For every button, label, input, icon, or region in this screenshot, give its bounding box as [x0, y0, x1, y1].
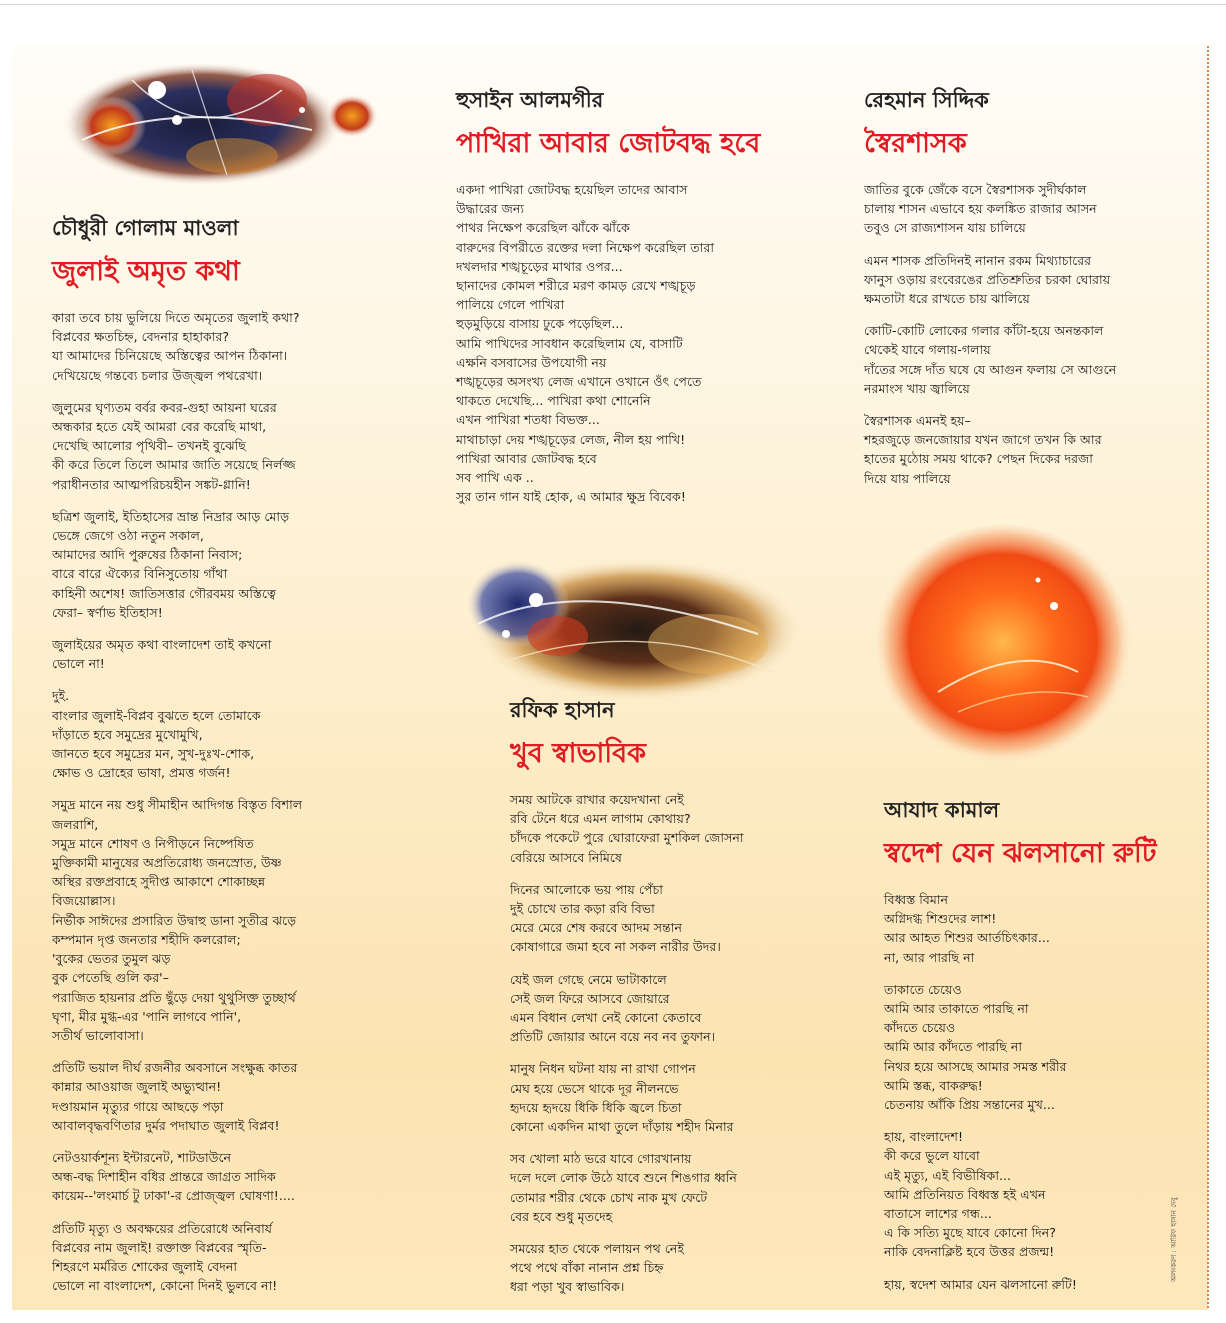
poem-line: ক্ষোভ ও দ্রোহের ভাষা, প্রমত্ত গর্জন!: [52, 765, 231, 781]
poem-stanza: [52, 308, 372, 385]
poem-line: কোটি-কোটি লোকের গলার কাঁটা-হয়ে অনন্তকাল: [864, 323, 1104, 339]
poem-line: কোনো একদিন মাথা তুলে দাঁড়ায় শহীদ মিনার: [510, 1119, 734, 1135]
poem-line: ফেরা– স্বর্ণাভ ইতিহাস!: [52, 604, 163, 620]
poem-stanza: [510, 790, 810, 867]
poem-line: যা আমাদের চিনিয়েছে অস্তিত্বের আপন ঠিকানা।: [52, 348, 288, 364]
poem-line: জানতে হবে সমুদ্রের মন, সুখ-দুঃখ-শোক,: [52, 746, 255, 762]
poem-title: জুলাই অমৃত কথা: [52, 256, 240, 287]
poem-line: কোষাগারে জমা হবে না সকল নারীর উদর।: [510, 939, 721, 955]
poem-stanza: [52, 398, 372, 494]
poem-stanza: [510, 970, 810, 1047]
illustration-credit: অলংকরণ : আরিফ হাসান দেবু: [1170, 1197, 1178, 1282]
poem-line: প্রতিটি জোয়ার আনে বয়ে নব নব তুফান।: [510, 1029, 716, 1045]
poem-stanza: [52, 795, 372, 1045]
poem-line: নরমাংস খায় জ্বালিয়ে: [864, 380, 970, 396]
poem-line: সমুদ্র মানে শোষণ ও নিপীড়নে নিষ্পেষিত: [52, 835, 254, 851]
poem-line: বিধ্বস্ত বিমান: [884, 892, 949, 907]
poem-line: দলে দলে লোক উঠে যাবে শুনে শিঙগার ধ্বনি: [510, 1170, 737, 1186]
poem-line: জুলাইয়ের অমৃত কথা বাংলাদেশ তাই কখনো: [52, 637, 272, 653]
poem-line: না, আর পারছি না: [884, 949, 975, 965]
poem-line: থাকতে দেখেছি... পাখিরা কথা শোনেনি: [456, 393, 651, 409]
poem-line: মেঘ হয়ে ভেসে থাকে দূর নীলনভে: [510, 1080, 679, 1096]
poem-line: দাঁড়াতে হবে সমুদ্রের মুখোমুখি,: [52, 726, 203, 742]
poem-line: চাঁদকে পকেটে পুরে ঘোরাফেরা মুশকিল জোসনা: [510, 830, 744, 846]
poem-line: এ কি সত্যি মুছে যাবে কোনো দিন?: [884, 1225, 1056, 1241]
poem-line: হুড়মুড়িয়ে বাসায় ঢুকে পড়েছিল...: [456, 316, 624, 332]
poem-line: এই মৃত্যু, এই বিভীষিকা...: [884, 1167, 1011, 1183]
poem-line: ভেঙ্গে জেগে ওঠা নতুন সকাল,: [52, 528, 204, 544]
poem-stanza: [884, 1127, 1184, 1261]
poem-line: দেখিয়েছে গন্তব্যে চলার উজ্জ্বল পথরেখা।: [52, 367, 263, 383]
poem-line: আমি প্রতিনিয়ত বিধ্বস্ত হই এখন: [884, 1186, 1046, 1202]
poem-line: সব খোলা মাঠ ভরে যাবে গোরখানায়: [510, 1151, 692, 1167]
poem-line: অগ্নিদগ্ধ শিশুদের লাশ!: [884, 911, 997, 927]
orange-sun-art: [868, 522, 1138, 772]
poem-line: প্রতিটি ভয়াল দীর্ঘ রজনীর অবসানে সংক্ষুব্ধ কাতর: [52, 1060, 298, 1076]
poem-swairashasak: [864, 84, 1164, 501]
poem-line: বুক পেতেছি গুলি কর'–: [52, 970, 169, 986]
poem-line: কাঁদতে চেয়েও: [884, 1020, 956, 1036]
poem-body: [510, 790, 810, 1297]
abstract-art-top-left: [52, 60, 392, 190]
poem-line: হাতের মুঠোয় সময় থাকে? পেছন দিকের দরজা: [864, 451, 1093, 467]
poem-line: জাতির বুকে জেঁকে বসে স্বৈরশাসক সুদীর্ঘকাল: [864, 182, 1087, 197]
poem-line: হায়, বাংলাদেশ!: [884, 1129, 963, 1145]
poem-line: বারে বারে ঐক্যের বিনিসুতোয় গাঁথা: [52, 566, 228, 582]
poem-line: কী করে ভুলে যাবো: [884, 1148, 980, 1164]
poem-khub-swabhabik: [510, 694, 810, 1310]
poem-line: চেতনায় আঁকি প্রিয় সন্তানের মুখ...: [884, 1097, 1055, 1113]
literary-page: [12, 44, 1208, 1310]
poem-stanza: [456, 180, 776, 506]
poem-line: পথে পথে বাঁকা নানান প্রশ্ন চিহ্ন: [510, 1260, 664, 1276]
poem-line: নির্ভীক সাঈদের প্রসারিত উদ্বাহু ডানা সুতীব্র ঝড়ে: [52, 912, 297, 928]
poem-line: দিয়ে যায় পালিয়ে: [864, 470, 951, 486]
poem-julai-amrita-katha: [52, 212, 372, 1308]
poem-line: দণ্ডায়মান মৃত্যুর গায়ে আছড়ে পড়া: [52, 1098, 224, 1114]
poem-line: দুই চোখে তার কড়া রবি বিভা: [510, 901, 655, 917]
poem-line: 'বুকের ভেতর তুমুল ঝড়: [52, 951, 171, 967]
poem-line: সমুদ্র মানে নয় শুধু সীমাহীন আদিগন্ত বিস্তৃত বিশাল: [52, 797, 303, 813]
poem-line: শিহরণে মর্মরিত শোকের জুলাই বেদনা: [52, 1258, 238, 1274]
poem-stanza: [510, 1149, 810, 1226]
poem-body: [456, 180, 776, 506]
poem-line: রবি টেনে ধরে এমন লাগাম কোথায়?: [510, 811, 691, 827]
poem-line: প্রতিটি মৃত্যু ও অবক্ষয়ের প্রতিরোধে অনিবার্য: [52, 1220, 272, 1236]
poem-stanza: [510, 1239, 810, 1297]
poem-body: [52, 308, 372, 1295]
poem-line: এমন শাসক প্রতিদিনই নানান রকম মিথ্যাচারের: [864, 252, 1092, 268]
poem-line: আমাদের আদি পুরুষের ঠিকানা নিবাস;: [52, 547, 243, 563]
poem-stanza: [884, 890, 1184, 967]
poem-stanza: [864, 180, 1164, 238]
poem-stanza: [52, 507, 372, 622]
poem-line: সতীর্থ ভালোবাসা।: [52, 1027, 144, 1043]
poem-line: আমি পাখিদের সাবধান করেছিলাম যে, বাসাটি: [456, 335, 683, 351]
poem-line: বেরিয়ে আসবে নিমিষে: [510, 849, 622, 865]
poem-line: এখন পাখিরা শতধা বিভক্ত...: [456, 412, 600, 428]
poem-line: বারুদের বিপরীতে রক্তের দলা নিক্ষেপ করেছিল তারা: [456, 239, 714, 255]
poem-stanza: [864, 251, 1164, 309]
poem-title: খুব স্বাভাবিক: [510, 738, 647, 769]
poem-line: সময় আটকে রাখার কয়েদখানা নেই: [510, 792, 684, 807]
poem-line: দাঁতের সঙ্গে দাঁত ঘষে যে আগুন ফলায় সে আগুনে: [864, 361, 1117, 377]
poem-line: সেই জল ফিরে আসবে জোয়ারে: [510, 990, 670, 1006]
poem-line: দেখেছি আলোর পৃথিবী– তখনই বুঝেছি: [52, 438, 246, 454]
poem-body: [864, 180, 1164, 488]
poem-line: কারা তবে চায় ভুলিয়ে দিতে অমৃতের জুলাই কথা?: [52, 310, 300, 325]
poem-title: পাখিরা আবার জোটবদ্ধ হবে: [456, 128, 761, 159]
poem-line: যেই জল গেছে নেমে ভাটাকালে: [510, 971, 667, 987]
poem-line: ছানাদের কোমল শরীরে মরণ কামড় রেখে শঙ্খচূড়: [456, 278, 696, 294]
poem-line: নাকি বেদনাক্লিষ্ট হবে উত্তর প্রজন্ম!: [884, 1244, 1055, 1260]
poem-line: সব পাখি এক ..: [456, 470, 534, 486]
poem-line: মুক্তিকামী মানুষের অপ্রতিরোধ্য জনস্রোত, উষ্ণ: [52, 855, 282, 871]
poem-line: আমি আর কাঁদতে পারছি না: [884, 1039, 1023, 1055]
poem-line: কী করে তিলে তিলে আমার জাতি সয়েছে নির্লজ্জ: [52, 457, 296, 473]
poem-line: সময়ের হাত থেকে পলায়ন পথ নেই: [510, 1241, 684, 1257]
poem-line: ছত্রিশ জুলাই, ইতিহাসের ভ্রান্ত নিদ্রার আড় মোড়: [52, 508, 290, 524]
poem-line: বাংলার জুলাই-বিপ্লব বুঝতে হলে তোমাকে: [52, 707, 261, 723]
poem-line: মানুষ নিধন ঘটনা যায় না রাখা গোপন: [510, 1061, 696, 1077]
poem-stanza: [510, 1059, 810, 1136]
poem-line: ভোলে না!: [52, 656, 105, 672]
poem-author: চৌধুরী গোলাম মাওলা: [52, 216, 239, 240]
poem-line: নেটওয়ার্কশূন্য ইন্টারনেট, শাটডাউনে: [52, 1149, 232, 1165]
poem-line: চালায় শাসন এভাবে হয় কলঙ্কিত রাজার আসন: [864, 201, 1097, 217]
poem-author: রেহমান সিদ্দিক: [864, 88, 989, 112]
poem-line: জুলুমের ঘৃণ্যতম বর্বর কবর-গুহা আয়না ঘরের: [52, 399, 277, 415]
poem-line: একদা পাখিরা জোটবদ্ধ হয়েছিল তাদের আবাস: [456, 182, 688, 197]
poem-line: উদ্ধারের জন্য: [456, 201, 525, 217]
poem-title: স্বৈরশাসক: [864, 128, 967, 159]
poem-line: বিজয়োল্লাস।: [52, 893, 116, 909]
poem-stanza: [52, 635, 372, 673]
poem-line: পরাজিত হায়নার প্রতি ছুঁড়ে দেয়া থুথুসিক্ত তুচ্ছার্থ: [52, 989, 296, 1005]
poem-line: পাথর নিক্ষেপ করেছিল ঝাঁকে ঝাঁকে: [456, 220, 630, 236]
poem-line: বের হবে শুধু মৃতদেহ: [510, 1208, 613, 1224]
poem-line: শহরজুড়ে জনজোয়ার যখন জাগে তখন কি আর: [864, 432, 1102, 448]
poem-stanza: [52, 1148, 372, 1206]
poem-stanza: [510, 880, 810, 957]
poem-stanza: [864, 411, 1164, 488]
top-rule: [0, 4, 1226, 5]
poem-line: মাথাচাড়া দেয় শঙ্খচূড়ের লেজ, নীল হয় পাখি!: [456, 431, 686, 447]
poem-line: ক্ষমতাটা ধরে রাখতে চায় ঝালিয়ে: [864, 291, 1030, 307]
poem-line: কান্নার আওয়াজ জুলাই অভ্যুত্থান!: [52, 1079, 222, 1095]
poem-line: অস্থির রক্তপ্রবাহে সুদীপ্ত আকাশে শোকাচ্ছন্ন: [52, 874, 266, 890]
poem-line: আবালবৃদ্ধবণিতার দুর্মর পদাঘাত জুলাই বিপ্লব!: [52, 1117, 280, 1133]
poem-line: হৃদয়ে হৃদয়ে ধিকি ধিকি জ্বলে চিতা: [510, 1099, 682, 1115]
poem-line: আমি আর তাকাতে পারছি না: [884, 1001, 1029, 1017]
poem-line: বাতাসে লাশের গন্ধ...: [884, 1206, 992, 1222]
poem-author: আযাদ কামাল: [884, 798, 1000, 822]
poem-line: ফানুস ওড়ায় রংবেরঙের প্রতিশ্রুতির চরকা ঘোরায়: [864, 271, 1111, 287]
poem-line: কায়েম--'লংমার্চ টু ঢাকা'-র প্রোজ্জ্বল ঘোষণা!....: [52, 1188, 295, 1204]
poem-line: দুই.: [52, 688, 70, 704]
poem-line: ভোলে না বাংলাদেশ, কোনো দিনই ভুলবে না!: [52, 1278, 278, 1294]
poem-line: তাকাতে চেয়েও: [884, 981, 962, 997]
poem-line: স্বৈরশাসক এমনই হয়–: [864, 413, 971, 429]
poem-line: নিথর হয়ে আসছে আমার সমস্ত শরীর: [884, 1058, 1067, 1074]
poem-line: দিনের আলোকে ভয় পায় পেঁচা: [510, 881, 663, 897]
poem-line: সুর তান গান যাই হোক, এ আমার ক্ষুদ্র বিবেক!: [456, 489, 686, 505]
poem-line: এক্ষনি বসবাসের উপযোগী নয়: [456, 354, 607, 370]
abstract-art-center: [458, 554, 808, 704]
poem-pakhira-abar-jotbaddha-hobe: [456, 84, 776, 519]
poem-author: হুসাইন আলমগীর: [456, 88, 604, 112]
poem-stanza: [884, 980, 1184, 1114]
poem-stanza: [52, 1219, 372, 1296]
poem-swadesh-jeno-jhalsano-ruti: [884, 794, 1184, 1307]
poem-title: স্বদেশ যেন ঝলসানো রুটি: [884, 838, 1157, 869]
poem-line: পালিয়ে গেলে পাখিরা: [456, 297, 565, 313]
poem-stanza: [52, 1058, 372, 1135]
poem-line: আর আহত শিশুর আর্তচিৎকার...: [884, 930, 1050, 946]
poem-line: বিপ্লবের নাম জুলাই! রক্তাক্ত বিপ্লবের স্মৃতি-: [52, 1239, 267, 1255]
poem-line: ধরা পড়া খুব স্বাভাবিক।: [510, 1279, 625, 1295]
poem-line: থেকেই যাবে গলায়-গলায়: [864, 342, 991, 358]
poem-line: মেরে মেরে শেষ করবে আদম সন্তান: [510, 920, 682, 936]
poem-line: তোমার শরীর থেকে চোখ নাক মুখ ফেটে: [510, 1189, 708, 1205]
poem-line: তবুও সে রাজ্যশাসন যায় চালিয়ে: [864, 220, 1026, 236]
dotted-border: [1207, 46, 1209, 1308]
poem-line: অন্ধকার হতে যেই আমরা বের করেছি মাথা,: [52, 419, 267, 435]
poem-line: অন্ধ-বদ্ধ দিশাহীন বধির প্রান্তরে জাগ্রত সাদিক: [52, 1169, 276, 1185]
poem-line: পাখিরা আবার জোটবদ্ধ হবে: [456, 450, 597, 466]
poem-author: রফিক হাসান: [510, 698, 615, 722]
poem-stanza: [864, 321, 1164, 398]
poem-stanza: [884, 1275, 1184, 1294]
poem-line: বিপ্লবের ক্ষতচিহ্ন, বেদনার হাহাকার?: [52, 329, 230, 345]
poem-line: এমন বিধান লেখা নেই কোনো কেতাবে: [510, 1010, 702, 1026]
poem-body: [884, 890, 1184, 1294]
poem-line: আমি স্তব্ধ, বাকরুদ্ধ!: [884, 1077, 983, 1093]
poem-line: পরাধীনতার আত্মপরিচয়হীন সঙ্কট-গ্লানি!: [52, 476, 251, 492]
poem-line: কম্পমান দৃপ্ত জনতার শহীদি কলরোল;: [52, 931, 241, 947]
poem-line: ঘৃণা, মীর মুগ্ধ-এর 'পানি লাগবে পানি',: [52, 1008, 242, 1024]
poem-stanza: [52, 686, 372, 782]
poem-line: কাহিনী অশেষ! জাতিসত্তার গৌরবময় অস্তিত্বে: [52, 585, 277, 601]
poem-line: দখলদার শঙ্খচূড়ের মাথার ওপর...: [456, 258, 623, 274]
poem-line: জলরাশি,: [52, 816, 99, 832]
poem-line: শঙ্খচূড়ের অসংখ্য লেজ এখানে ওখানে ওঁৎ পেতে: [456, 374, 702, 390]
poem-line: হায়, স্বদেশ আমার যেন ঝলসানো রুটি!: [884, 1276, 1077, 1292]
